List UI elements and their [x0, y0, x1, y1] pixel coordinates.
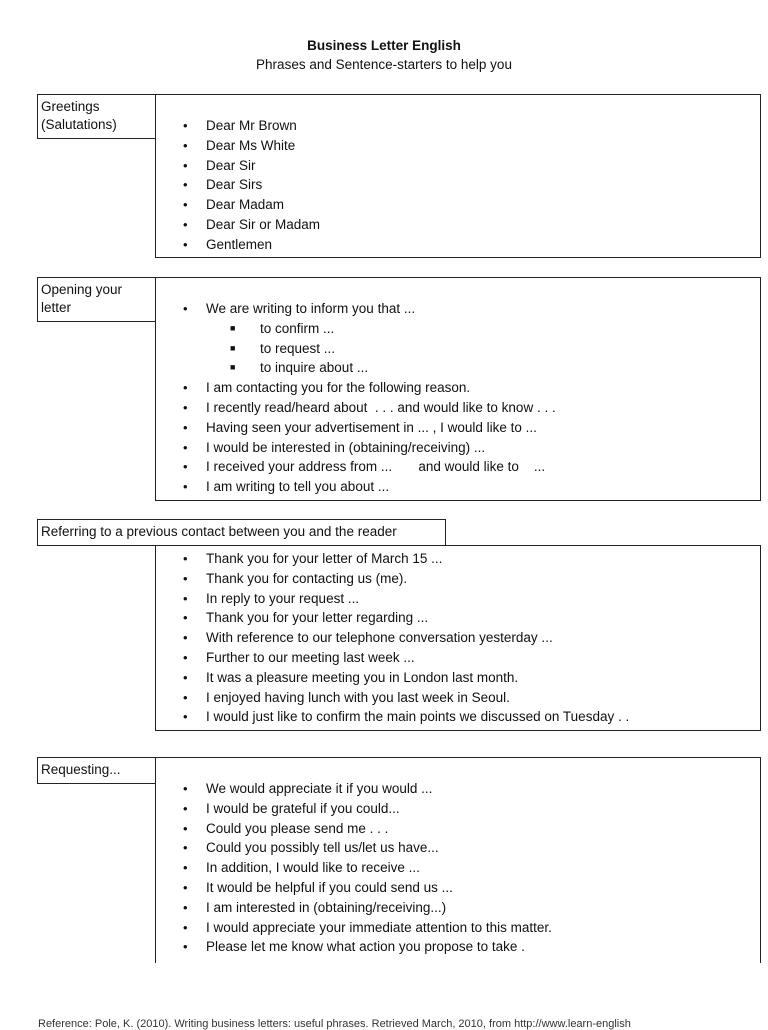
bullet-icon: • [183, 860, 188, 876]
list-item: • I enjoyed having lunch with you last week in Seoul. [156, 688, 629, 708]
list-item: • Dear Ms White [156, 136, 320, 156]
bullet-icon: • [183, 899, 188, 915]
list-item: • I am contacting you for the following reason. [156, 378, 556, 398]
square-bullet-icon: ■ [230, 322, 236, 333]
page-title: Business Letter English [307, 38, 461, 53]
bullet-icon: • [183, 399, 188, 415]
bullet-icon: • [183, 479, 188, 495]
opening-label: Opening your letter [37, 277, 158, 322]
square-bullet-icon: ■ [230, 342, 236, 353]
bullet-icon: • [183, 669, 188, 685]
requesting-list [156, 779, 552, 957]
bullet-icon: • [183, 649, 188, 665]
list-item: • Dear Madam [156, 195, 320, 215]
list-item: • Dear Mr Brown [156, 116, 320, 136]
greetings-phrases-box [155, 94, 761, 258]
list-item: • I would be interested in (obtaining/receiving) ... [156, 438, 556, 458]
bullet-icon: • [183, 301, 188, 316]
list-item: • Thank you for your letter regarding ... [156, 608, 629, 628]
list-item: • I recently read/heard about . . . and would like to know . . . [156, 398, 556, 418]
list-item: • I am writing to tell you about ... [156, 477, 556, 497]
bullet-icon: • [183, 216, 188, 232]
bullet-icon: • [183, 689, 188, 705]
bullet-icon: • [183, 570, 188, 586]
opening-phrases-box [155, 277, 761, 501]
bullet-icon: • [183, 939, 188, 955]
sub-list-item: ■ to inquire about ... [156, 358, 556, 378]
bullet-icon: • [183, 590, 188, 606]
bullet-icon: • [183, 879, 188, 895]
list-item: • Having seen your advertisement in ... , I would like to ... [156, 418, 556, 438]
bullet-icon: • [183, 630, 188, 646]
list-item: • I would appreciate your immediate attention to this matter. [156, 918, 552, 938]
bullet-icon: • [183, 197, 188, 213]
list-item: • Thank you for contacting us (me). [156, 569, 629, 589]
bullet-icon: • [183, 419, 188, 435]
bullet-icon: • [183, 118, 188, 133]
bullet-icon: • [183, 459, 188, 475]
list-item: • Thank you for your letter of March 15 ... [156, 549, 629, 569]
list-item: • I would just like to confirm the main points we discussed on Tuesday . . [156, 707, 629, 727]
list-item: • Could you possibly tell us/let us have... [156, 838, 552, 858]
bullet-icon: • [183, 157, 188, 173]
requesting-label: Requesting... [37, 757, 158, 784]
list-item: • Dear Sir or Madam [156, 215, 320, 235]
bullet-icon: • [183, 439, 188, 455]
bullet-icon: • [183, 380, 188, 396]
bullet-icon: • [183, 610, 188, 626]
referring-label: Referring to a previous contact between you and the reader [37, 519, 446, 546]
list-item: • Dear Sirs [156, 175, 320, 195]
bullet-icon: • [183, 800, 188, 816]
list-item: • It would be helpful if you could send us ... [156, 878, 552, 898]
list-item: • With reference to our telephone conversation yesterday ... [156, 628, 629, 648]
reference-footer: Reference: Pole, K. (2010). Writing business letters: useful phrases. Retrieved March, 2010, from http://www.learn-english [38, 1018, 631, 1030]
page-subtitle: Phrases and Sentence-starters to help you [256, 57, 512, 72]
square-bullet-icon: ■ [230, 362, 236, 373]
referring-phrases-box [155, 545, 761, 731]
list-item: • I received your address from ... and would like to ... [156, 457, 556, 477]
sub-list-item: ■ to request ... [156, 339, 556, 359]
list-item: • Gentlemen [156, 235, 320, 255]
list-item: • Dear Sir [156, 156, 320, 176]
referring-list [156, 549, 629, 727]
bullet-icon: • [183, 137, 188, 153]
greetings-list [156, 116, 320, 255]
list-item: • In addition, I would like to receive ... [156, 858, 552, 878]
list-item: • It was a pleasure meeting you in London last month. [156, 668, 629, 688]
bullet-icon: • [183, 919, 188, 935]
list-item: • I am interested in (obtaining/receiving...) [156, 898, 552, 918]
bullet-icon: • [183, 781, 188, 796]
list-item: • We are writing to inform you that ... [156, 299, 556, 319]
requesting-phrases-box [155, 757, 761, 963]
bullet-icon: • [183, 236, 188, 252]
bullet-icon: • [183, 551, 188, 566]
list-item: • Further to our meeting last week ... [156, 648, 629, 668]
bullet-icon: • [183, 177, 188, 193]
bullet-icon: • [183, 709, 188, 725]
list-item: • I would be grateful if you could... [156, 799, 552, 819]
sub-list-item: ■ to confirm ... [156, 319, 556, 339]
list-item: • Could you please send me . . . [156, 819, 552, 839]
list-item: • In reply to your request ... [156, 589, 629, 609]
bullet-icon: • [183, 820, 188, 836]
opening-list [156, 299, 556, 497]
bullet-icon: • [183, 840, 188, 856]
list-item: • We would appreciate it if you would ... [156, 779, 552, 799]
greetings-label: Greetings (Salutations) [37, 94, 158, 139]
list-item: • Please let me know what action you propose to take . [156, 937, 552, 957]
